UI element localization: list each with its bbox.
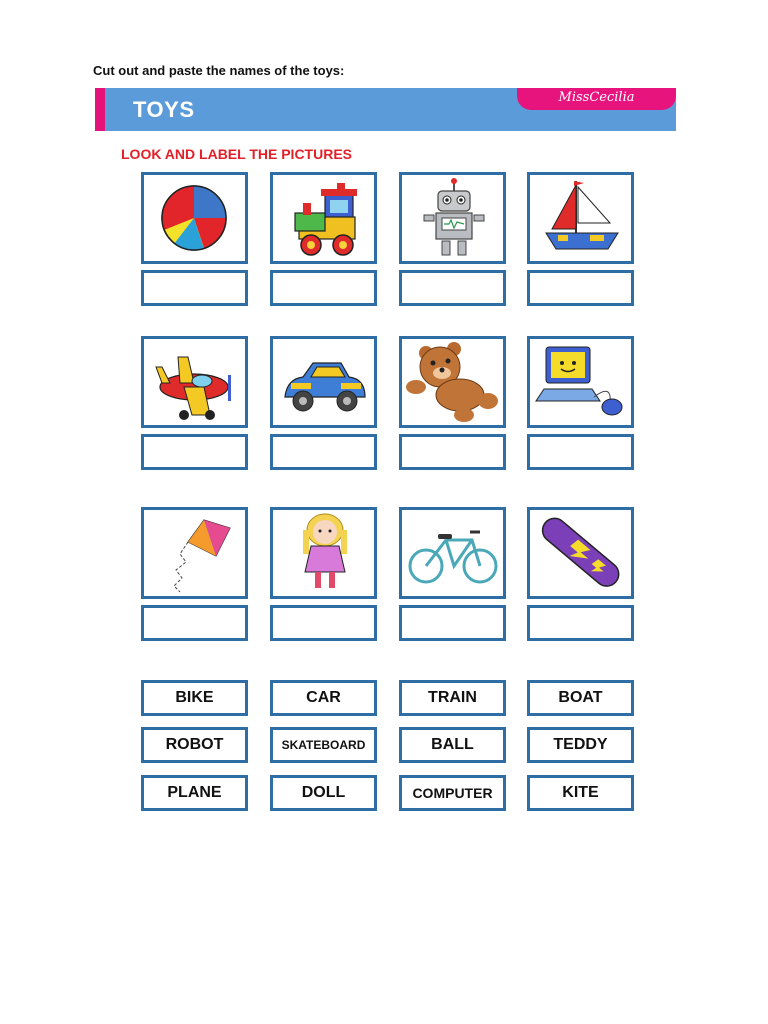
skateboard-icon [530,510,631,596]
picture-box-computer [527,336,634,428]
teddy-icon [402,339,503,425]
picture-box-teddy [399,336,506,428]
word-card[interactable]: CAR [270,680,377,716]
kite-icon [144,510,245,596]
word-card[interactable]: COMPUTER [399,775,506,811]
label-box[interactable] [527,270,634,306]
label-box[interactable] [141,434,248,470]
banner-accent [95,88,105,131]
bike-icon [402,510,503,596]
word-card[interactable]: KITE [527,775,634,811]
label-box[interactable] [270,434,377,470]
brand-logo [517,88,676,110]
word-card[interactable]: TRAIN [399,680,506,716]
label-box[interactable] [270,605,377,641]
word-card[interactable]: SKATEBOARD [270,727,377,763]
label-box[interactable] [141,270,248,306]
plane-icon [144,339,245,425]
doll-icon [273,510,374,596]
instruction-text: Cut out and paste the names of the toys: [93,63,345,78]
label-box[interactable] [270,270,377,306]
word-card[interactable]: PLANE [141,775,248,811]
picture-box-car [270,336,377,428]
word-card[interactable]: BOAT [527,680,634,716]
picture-box-plane [141,336,248,428]
picture-box-bike [399,507,506,599]
banner-title: TOYS [133,97,195,122]
label-box[interactable] [399,434,506,470]
worksheet-subtitle: LOOK AND LABEL THE PICTURES [121,146,353,162]
label-box[interactable] [527,605,634,641]
picture-box-robot [399,172,506,264]
word-card[interactable]: TEDDY [527,727,634,763]
picture-box-kite [141,507,248,599]
label-box[interactable] [527,434,634,470]
picture-box-skateboard [527,507,634,599]
word-card[interactable]: BALL [399,727,506,763]
car-icon [273,339,374,425]
picture-box-ball [141,172,248,264]
boat-icon [530,175,631,261]
word-card[interactable]: DOLL [270,775,377,811]
picture-box-train [270,172,377,264]
label-box[interactable] [399,270,506,306]
word-card[interactable]: ROBOT [141,727,248,763]
robot-icon [402,175,503,261]
computer-icon [530,339,631,425]
picture-box-boat [527,172,634,264]
ball-icon [144,175,245,261]
picture-box-doll [270,507,377,599]
train-icon [273,175,374,261]
label-box[interactable] [141,605,248,641]
label-box[interactable] [399,605,506,641]
brand-text: MissCecilia [558,90,635,105]
word-card[interactable]: BIKE [141,680,248,716]
